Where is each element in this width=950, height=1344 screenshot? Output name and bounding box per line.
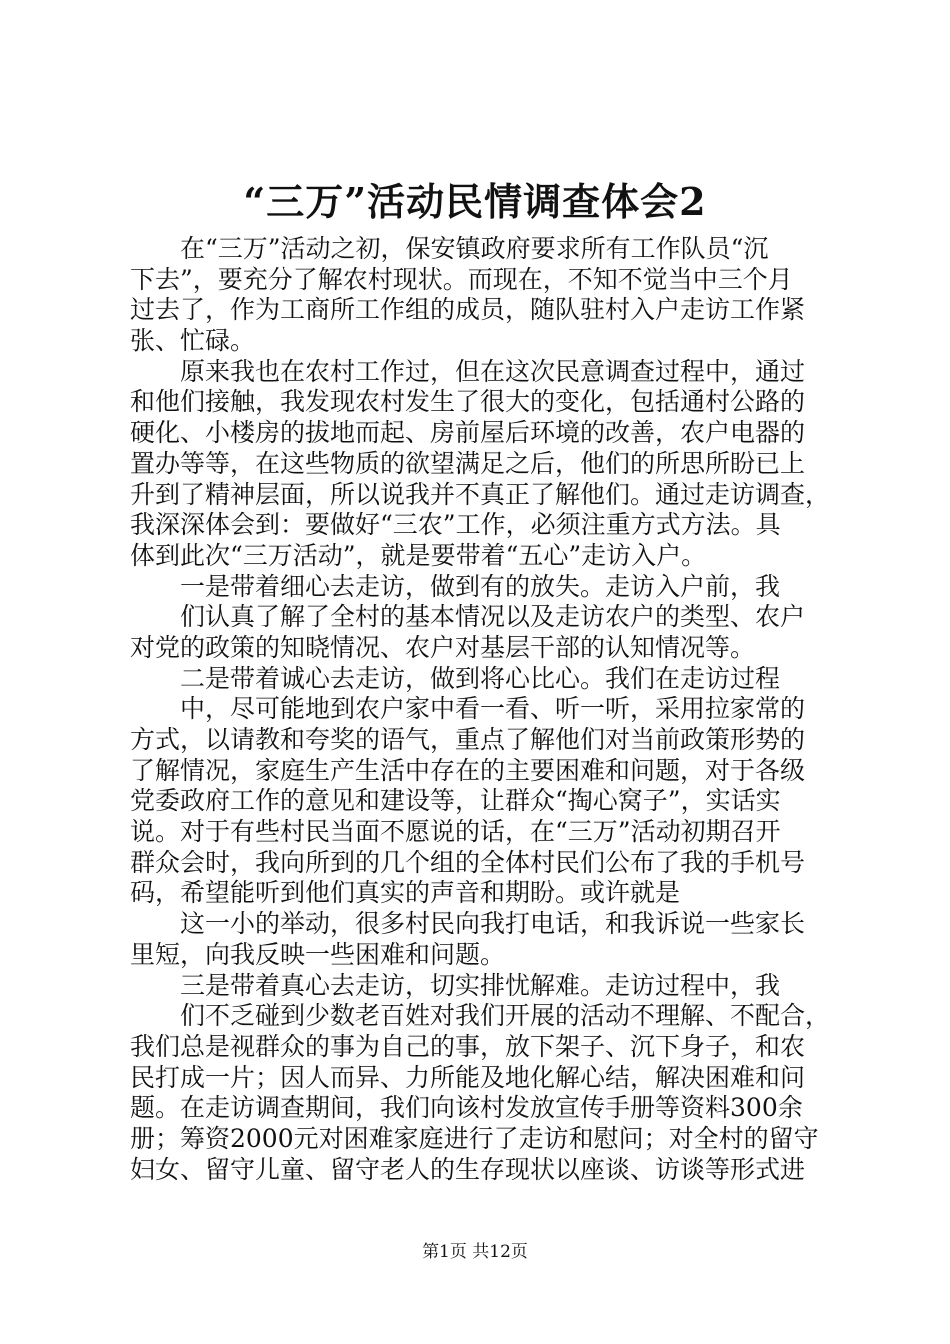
body-line: 下去”，要充分了解农村现状。而现在，不知不觉当中三个月 <box>130 264 793 294</box>
body-line: 原来我也在农村工作过，但在这次民意调查过程中，通过 <box>180 356 806 386</box>
body-line: 们不乏碰到少数老百姓对我们开展的活动不理解、不配合， <box>180 1001 831 1031</box>
body-line: 说。对于有些村民当面不愿说的话，在“三万”活动初期召开 <box>130 817 781 847</box>
body-line: 里短，向我反映一些困难和问题。 <box>130 939 506 969</box>
body-line: 和他们接触，我发现农村发生了很大的变化，包括通村公路的 <box>130 387 806 417</box>
body-line: 一是带着细心去走访，做到有的放失。走访入户前，我 <box>180 571 781 601</box>
body-line: 体到此次“三万活动”，就是要带着“五心”走访入户。 <box>130 540 707 570</box>
body-line: 册；筹资2000元对困难家庭进行了走访和慰问；对全村的留守 <box>130 1123 819 1153</box>
document-title: “三万”活动民情调查体会2 <box>243 179 707 224</box>
body-line: 在“三万”活动之初，保安镇政府要求所有工作队员“沉 <box>180 234 769 263</box>
document-body <box>130 234 830 1185</box>
body-line: 过去了，作为工商所工作组的成员，随队驻村入户走访工作紧 <box>130 295 806 325</box>
body-line: 对党的政策的知晓情况、农户对基层干部的认知情况等。 <box>130 632 756 662</box>
body-line: 硬化、小楼房的拔地而起、房前屋后环境的改善，农户电器的 <box>130 418 806 448</box>
body-line: 方式，以请教和夸奖的语气，重点了解他们对当前政策形势的 <box>130 725 806 754</box>
body-line: 民打成一片；因人而异、力所能及地化解心结，解决困难和问 <box>130 1062 806 1092</box>
body-line: 张、忙碌。 <box>130 326 256 356</box>
body-line: 题。在走访调查期间，我们向该村发放宣传手册等资料300余 <box>130 1093 803 1123</box>
body-line: 中，尽可能地到农户家中看一看、听一听，采用拉家常的 <box>180 694 806 724</box>
body-line: 置办等等，在这些物质的欲望满足之后，他们的所思所盼已上 <box>130 448 806 478</box>
body-line: 们认真了解了全村的基本情况以及走访农户的类型、农户 <box>180 602 806 632</box>
body-line: 我深深体会到：要做好“三农”工作，必须注重方式方法。具 <box>130 510 781 540</box>
body-line: 了解情况，家庭生产生活中存在的主要困难和问题，对于各级 <box>130 755 806 785</box>
body-line: 升到了精神层面，所以说我并不真正了解他们。通过走访调查， <box>130 479 831 509</box>
body-line: 二是带着诚心去走访，做到将心比心。我们在走访过程 <box>180 663 781 693</box>
page-footer: 第1页 共12页 <box>422 1242 528 1262</box>
body-line: 党委政府工作的意见和建设等，让群众“掏心窝子”，实话实 <box>130 786 781 816</box>
body-line: 三是带着真心去走访，切实排忧解难。走访过程中，我 <box>180 970 781 1000</box>
body-line: 这一小的举动，很多村民向我打电话，和我诉说一些家长 <box>180 909 806 939</box>
body-line: 妇女、留守儿童、留守老人的生存现状以座谈、访谈等形式进 <box>130 1154 806 1184</box>
body-line: 码，希望能听到他们真实的声音和期盼。或许就是 <box>130 878 681 908</box>
body-line: 群众会时，我向所到的几个组的全体村民们公布了我的手机号 <box>130 847 806 877</box>
body-line: 我们总是视群众的事为自己的事，放下架子、沉下身子，和农 <box>130 1031 806 1061</box>
